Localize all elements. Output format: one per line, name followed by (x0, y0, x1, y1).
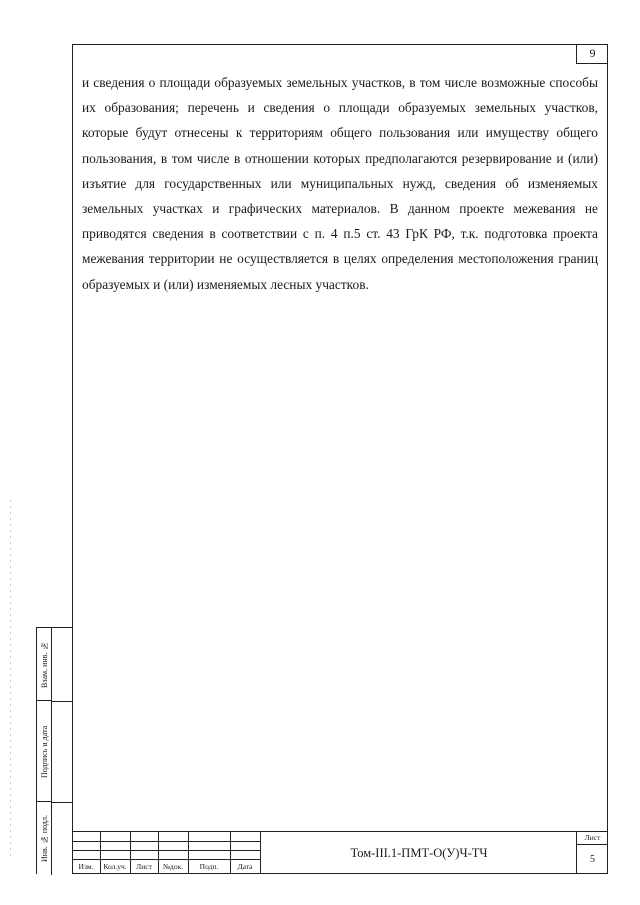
sheet-box (576, 832, 608, 874)
title-block (72, 831, 608, 874)
body-paragraph: и сведения о площади образуемых земельных участков, в том числе возможные способы их образования; перечень и сведения о площади образуемых земельных участков, которые будут отнесены к территориям общего пользования или имуществу общего пользования, в том числе в отношении которых предполагаются резервирование и (или) изъятие для государственных или муниципальных нужд, сведения об изменяемых земельных участках и графических материалов. В данном проекте межевания не приводятся сведения в соответствии с п. 4 п.5 ст. 43 ГрК РФ, т.к. подготовка проекта межевания территории не осуществляется в целях определения местоположения границ образуемых и (или) изменяемых лесных участков. (82, 75, 598, 292)
side-stamp-divider (52, 802, 73, 803)
side-stamp-cell-signature (37, 701, 52, 802)
side-stamp-divider (52, 701, 73, 702)
sheet-number: 5 (590, 854, 595, 865)
side-stamp-label-original: Инв. № подл. (40, 815, 49, 862)
column-label-sheet: Лист (136, 862, 152, 871)
column-label-signature: Подп. (199, 862, 219, 871)
side-stamp-cell-original (37, 802, 52, 875)
side-stamp-label-replacement: Взам. инв. № (40, 641, 49, 688)
column-label-count: Кол.уч. (103, 862, 127, 871)
column-label-change: Изм. (78, 862, 94, 871)
sheet-label: Лист (577, 832, 608, 845)
revision-col-line (260, 832, 261, 874)
page-number: 9 (576, 44, 608, 64)
document-code: Том-III.1-ПМТ-О(У)Ч-ТЧ (350, 846, 488, 860)
revision-table (72, 832, 260, 874)
side-stamp-label-signature: Подпись и дата (40, 725, 49, 778)
binding-margin-line (10, 500, 11, 860)
column-label-doc: №док. (162, 862, 184, 871)
side-stamp-cell-replacement (37, 628, 52, 701)
column-label-date: Дата (237, 862, 253, 871)
side-stamp (36, 627, 72, 874)
side-stamp-label-column (37, 628, 52, 875)
